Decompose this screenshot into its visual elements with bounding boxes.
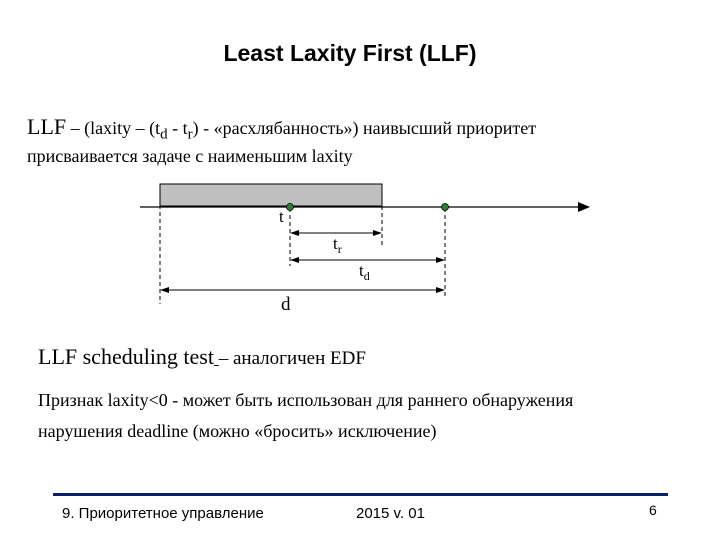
tr-arrow-left (290, 230, 299, 236)
label-td-sub: d (363, 269, 370, 283)
label-tr-main: t (333, 234, 338, 253)
laxity-formula-start: – (laxity – (t (66, 118, 161, 138)
laxity-timeline-diagram (0, 170, 720, 320)
label-t: t (279, 207, 284, 226)
laxity-sign-line-1: Признак laxity<0 - может быть использован для раннего обнаружения (38, 390, 574, 410)
laxity-sign-line-2: нарушения deadline (можно «бросить» исключение) (38, 421, 437, 441)
scheduling-test-label: LLF scheduling test (38, 344, 214, 369)
subscript-r: r (187, 126, 193, 143)
current-time-point (287, 204, 294, 211)
label-td-main: t (359, 261, 364, 280)
slide-title: Least Laxity First (LLF) (223, 40, 477, 66)
llf-abbrev: LLF (27, 114, 67, 139)
footer-version: 2015 v. 01 (356, 505, 425, 522)
laxity-formula-end: ) - «расхлябанность») наивысший приоритет (192, 118, 537, 138)
definition-line-2: присваивается задаче с наименьшим laxity (27, 146, 353, 166)
execution-time-bar (160, 184, 382, 206)
scheduling-test-line (38, 344, 366, 370)
deadline-point (442, 204, 449, 211)
d-arrow-left (160, 287, 169, 293)
page-number: 6 (649, 502, 657, 518)
definition-line-1 (27, 114, 536, 144)
label-d: d (281, 294, 291, 315)
label-tr-sub: r (337, 242, 342, 256)
laxity-formula-mid: - t (167, 118, 188, 138)
d-arrow-right (436, 287, 445, 293)
scheduling-test-rest: – аналогичен EDF (218, 348, 366, 369)
tr-arrow-right (373, 230, 382, 236)
footer-divider (53, 493, 668, 496)
time-axis-arrowhead (578, 202, 590, 212)
subscript-d: d (160, 126, 168, 143)
label-tr (333, 234, 342, 256)
td-arrow-left (290, 257, 299, 263)
footer-section: 9. Приоритетное управление (62, 505, 264, 522)
td-arrow-right (436, 257, 445, 263)
label-td (359, 261, 370, 283)
